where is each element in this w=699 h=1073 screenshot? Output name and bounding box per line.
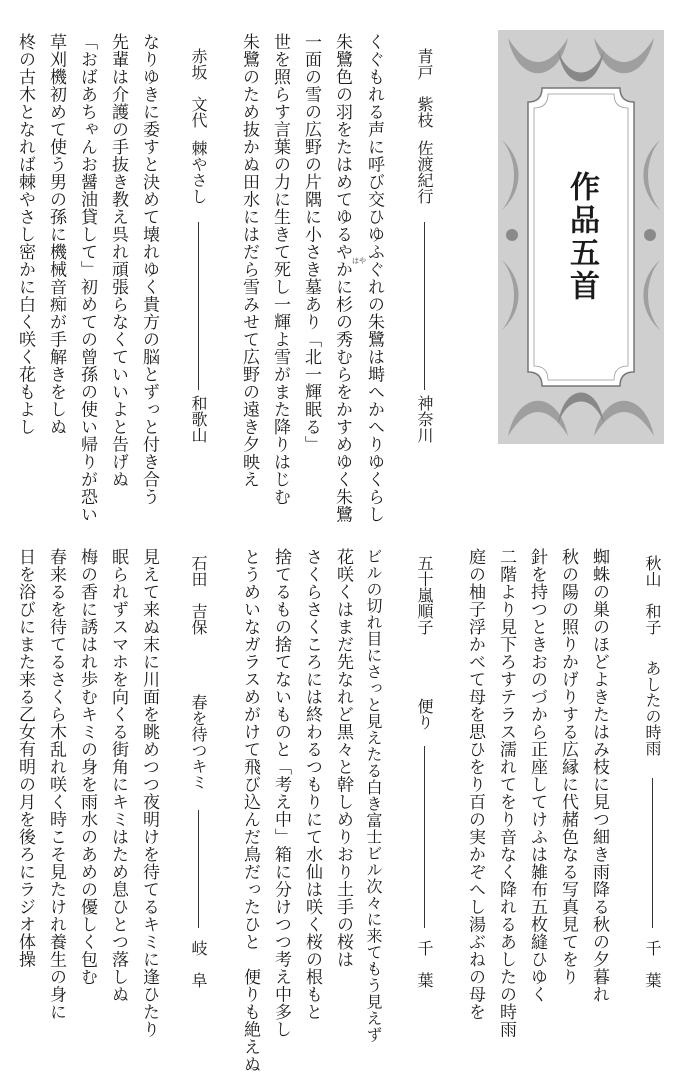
author-name: 五十嵐順子 (415, 555, 434, 635)
poem-line: 草刈機初めて使う男の孫に機械音痴が手解きをしぬ (46, 33, 66, 436)
poem-line: 庭の柚子浮かべて母を思ひをり百の実かぞへし湯ぶねの母を (465, 548, 485, 1021)
author-name: 赤坂 文代 (189, 48, 208, 128)
title-rule (198, 810, 199, 928)
author-name: 石田 吉保 (189, 555, 208, 635)
poem-line: くぐもれる声に呼び交ひゆふぐれの朱鷺は塒へかへりゆくらし (364, 33, 384, 523)
poem-line: なりゆきに委すと決めて壊れゆく貴方の脳とずっと付き合う (139, 33, 159, 506)
poem-line: 秋の陽の照りかげりする広縁に代赭色なる写真見てをり (558, 548, 578, 986)
poem-line: 朱鷺色の羽をたはめてゆるやかに杉の秀むらをかすめゆく朱鷺 (332, 33, 352, 523)
poem-line: 春来るを待てるさくら木乱れ咲く時こそ見たけれ養生の身に (46, 548, 66, 1021)
poem-line: 捨てるもの捨てないものと「考え中」箱に分けつつ考え中多し (271, 548, 291, 1038)
poem-line: 眠られずスマホを向くる街角にキミはため息ひとつ落しぬ (108, 548, 128, 1003)
title-rule (652, 778, 653, 928)
title-rule (424, 746, 425, 928)
poem-line: 針を持つときおのづから正座してけふは雑布五枚縫ひゆく (527, 548, 547, 1003)
poem-line: 花咲くはまだ先なれど黒々と幹しめりおり土手の桜は (333, 548, 353, 968)
poem-line: 見えて来ぬ末に川面を眺めつつ夜明けを待てるキミに逢ひたり (139, 548, 159, 1038)
poem-line: 柊の古木となれば棘やさし密かに白く咲く花もよし (15, 33, 35, 436)
poem-line: 世を照らす言葉の力に生きて死し一輝よ雪がまた降りはじむ (270, 33, 290, 506)
poem-line: 一面の雪の広野の片隅に小さき墓あり「北一輝眠る」 (301, 33, 321, 453)
author-name: 秋山 和子 (643, 555, 662, 635)
prefecture: 岐 阜 (189, 940, 208, 988)
poem-line: とうめいなガラスめがけて飛び込んだ鳥だったひと 便りも絶えぬ (240, 548, 260, 1073)
prefecture: 千 葉 (415, 940, 434, 988)
page-title: 作品五首 (564, 171, 599, 303)
work-title: 佐渡紀行 (415, 140, 434, 204)
work-title: あしたの時雨 (643, 660, 662, 756)
poem-line: ビルの切れ目にさっと見えたる白き富士ビル次々に来てもう見えず (364, 548, 383, 1043)
title-cartouche (498, 30, 664, 444)
prefecture: 和歌山 (189, 395, 208, 443)
poem-line: 二階より見下ろすテラス濡れてをり音なく降れるあしたの時雨 (496, 548, 516, 1038)
poem-line: 梅の香に誘はれ歩むキミの身を雨水のあめの優しく包む (77, 548, 97, 986)
prefecture: 千 葉 (643, 940, 662, 988)
poem-line: さくらさくころには終わるつもりにて水仙は咲く桜の根もと (302, 548, 322, 1021)
author-name: 青戸 紫枝 (415, 48, 434, 128)
work-title: 春を待つキミ (189, 694, 208, 790)
title-rule (198, 222, 199, 390)
title-rule (424, 222, 425, 390)
prefecture: 神奈川 (415, 395, 434, 443)
poem-line: 「おばあちゃんお醤油貸して」初めての曾孫の使い帰りが恐い (77, 33, 97, 523)
poem-line: 先輩は介護の手抜き教え呉れ頑張らなくていいよと告げぬ (108, 33, 128, 488)
work-title: 棘やさし (189, 140, 208, 204)
work-title: 便り (415, 698, 434, 730)
poem-line: 蜘蛛の巣のほどよきたはみ枝に見つ細き雨降る秋の夕暮れ (589, 548, 609, 1003)
poem-line: 朱鷺のため抜かぬ田水にはだら雪みせて広野の遠き夕映え (239, 33, 259, 488)
poem-line: 日を浴びにまた来る乙女有明の月を後ろにラジオ体操 (15, 548, 35, 968)
furigana: はや (352, 257, 366, 265)
